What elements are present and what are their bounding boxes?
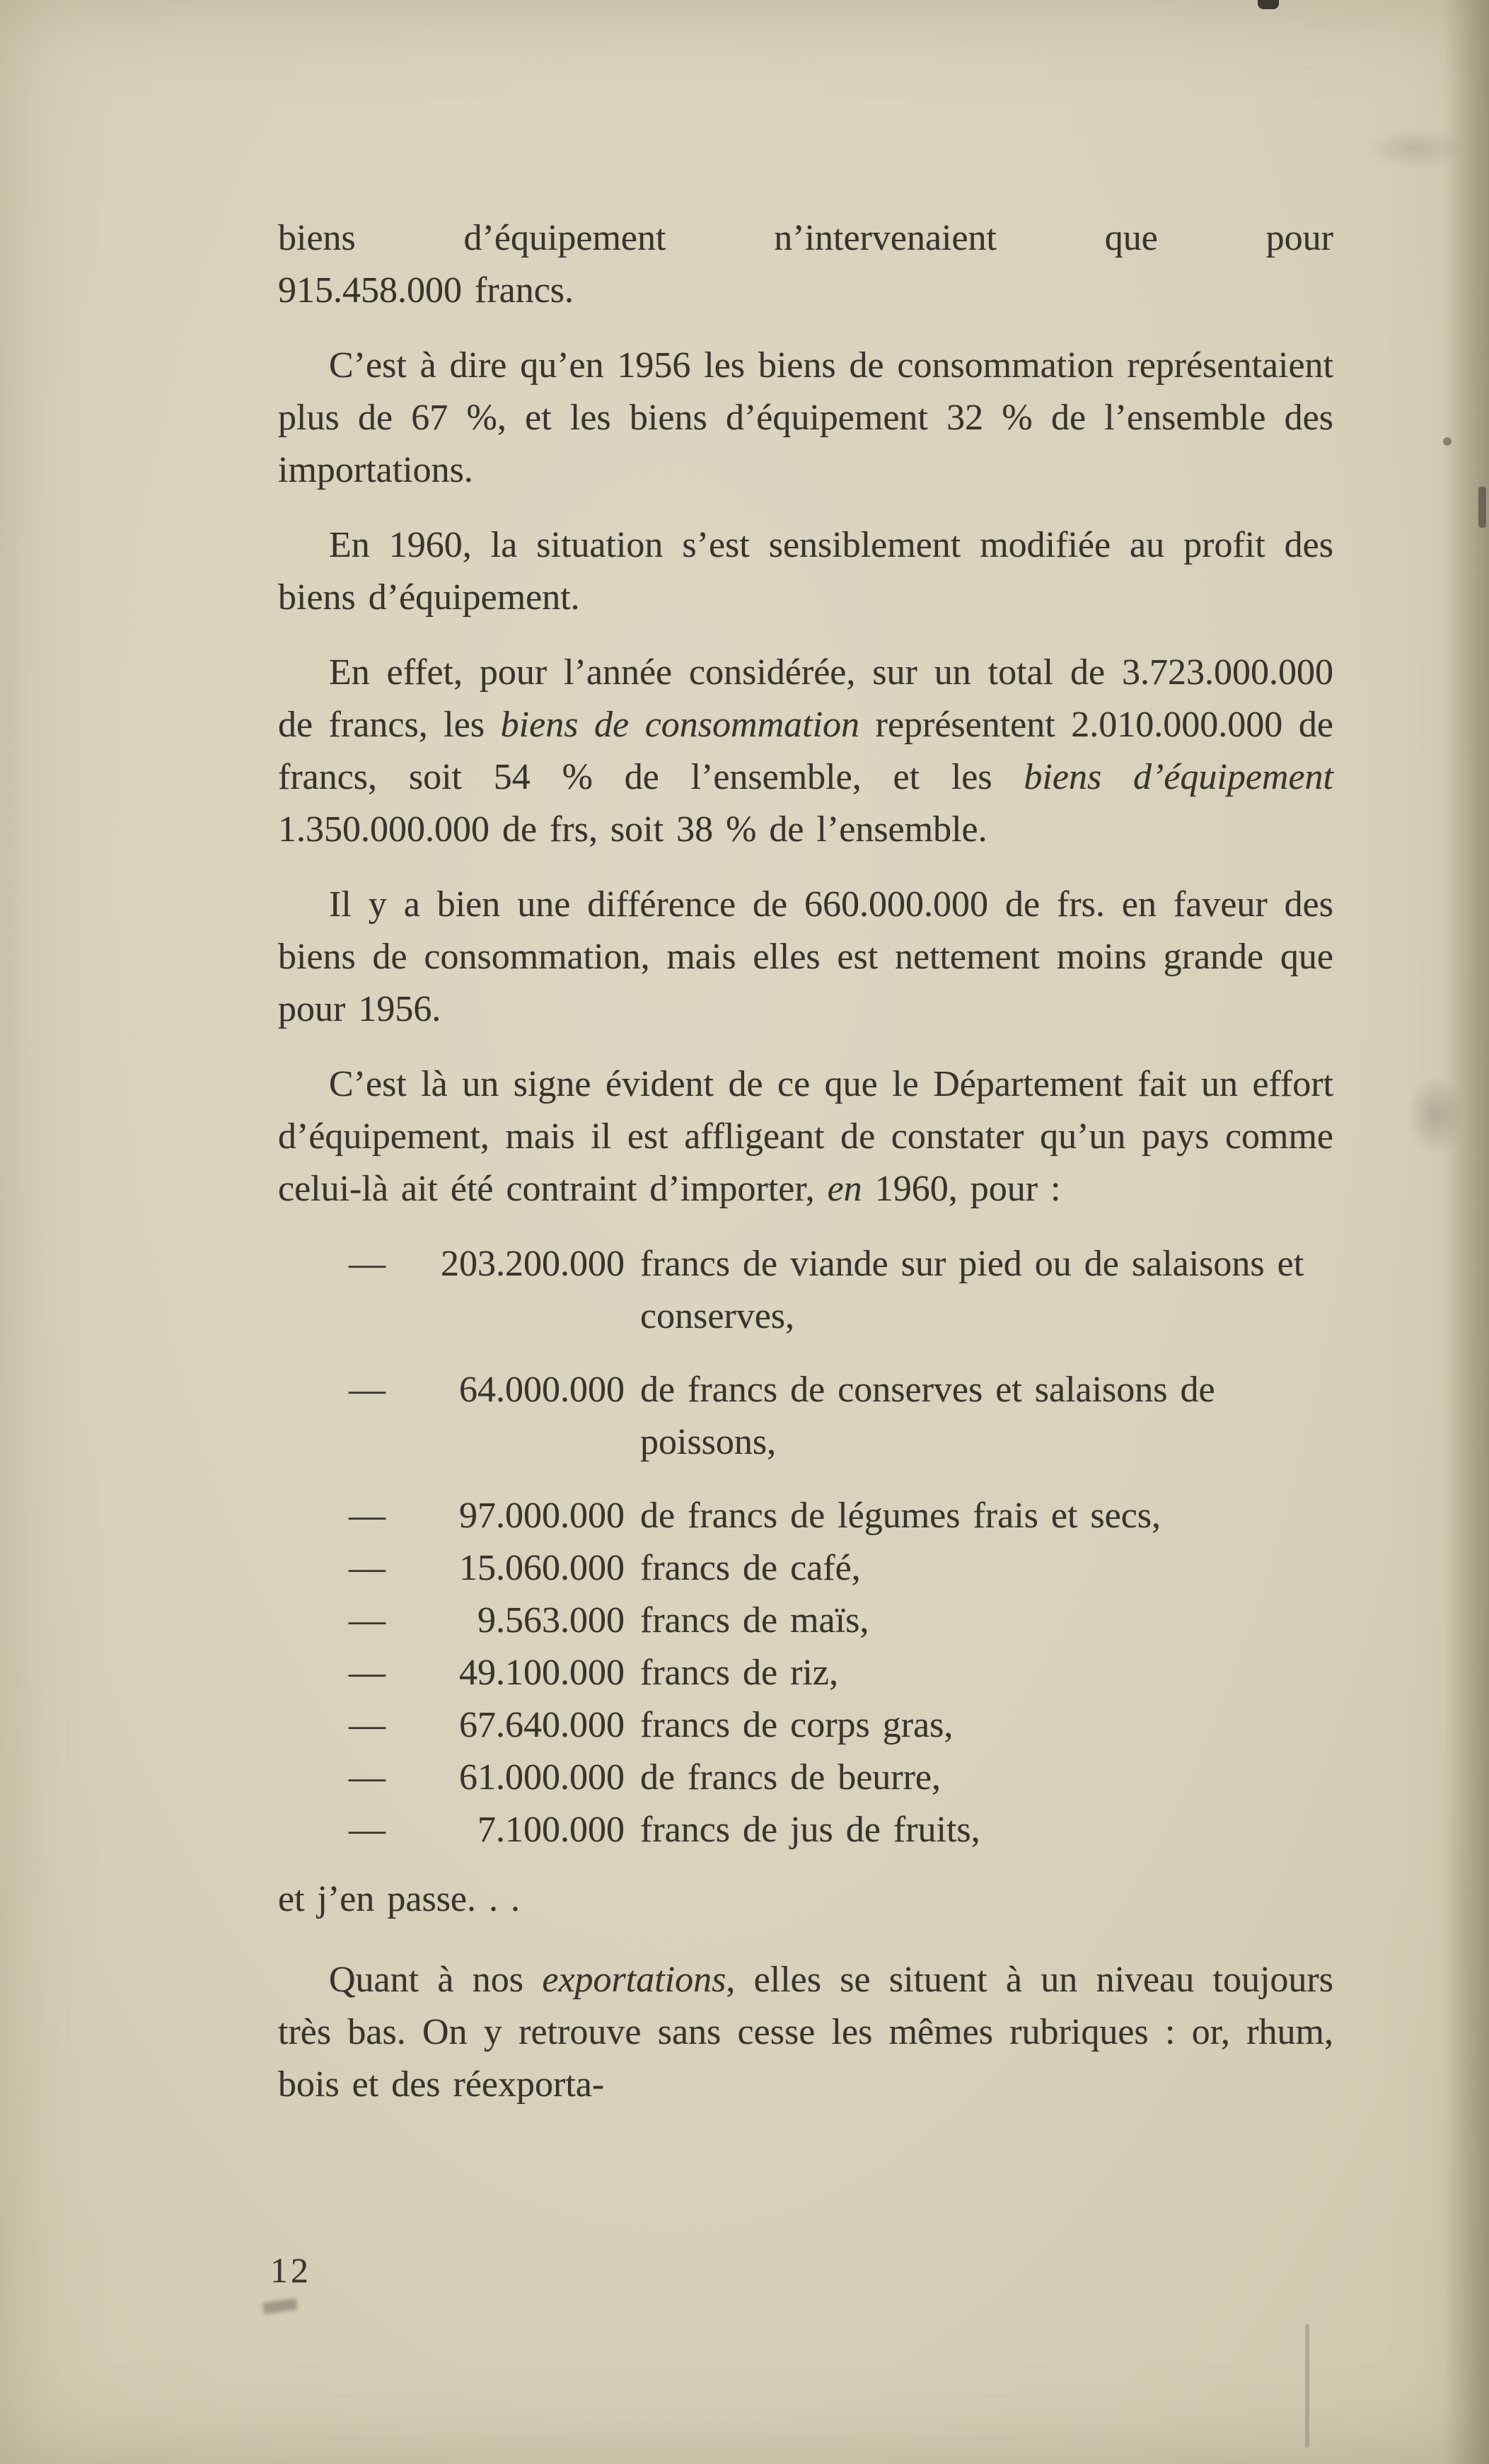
list-item	[278, 1490, 1333, 1542]
dash: —	[349, 1600, 386, 1641]
dash: —	[349, 1244, 386, 1284]
description: francs de café,	[640, 1548, 861, 1588]
list-item	[278, 1804, 1333, 1856]
list-item	[278, 1699, 1333, 1752]
description: francs de riz,	[640, 1653, 838, 1693]
ink-line-bottom-right	[1305, 2324, 1309, 2448]
text-segment: Quant à nos	[329, 1960, 543, 2000]
list-item	[278, 1238, 1333, 1343]
description: de francs de conserves et salaisons de poissons,	[640, 1370, 1215, 1462]
paragraph-line: biens d’équipement n’intervenaient que pour	[278, 218, 1333, 258]
imports-list	[278, 1238, 1333, 1856]
paragraph: En 1960, la situation s’est sensiblement modifiée au profit des biens d’équipement.	[278, 525, 1333, 618]
ink-mark-top-right	[1258, 0, 1279, 9]
paragraph-continuation	[278, 212, 1333, 317]
text-segment: 1960, pour :	[862, 1169, 1061, 1209]
dash: —	[349, 1370, 386, 1410]
list-item	[278, 1542, 1333, 1595]
dash: —	[349, 1496, 386, 1536]
text-segment-italic: biens d’équipement	[1024, 757, 1333, 797]
smudge	[1406, 1075, 1466, 1155]
dash: —	[349, 1705, 386, 1745]
paragraph: Il y a bien une différence de 660.000.000 de frs. en faveur des biens de consommation, mais elles est nettement moins grande que pour 1956.	[278, 884, 1333, 1029]
text-segment: En effet, pour l’année considérée, sur un total de 3.723.000.000 de francs, les	[278, 652, 1333, 745]
list-item	[278, 1752, 1333, 1804]
text-segment: représentent 2.010.000.000 de francs, soit 54 % de l’ensemble, et les	[278, 705, 1333, 797]
amount: 9.563.000	[477, 1600, 625, 1641]
dash: —	[349, 1757, 386, 1798]
amount: 97.000.000	[459, 1496, 625, 1536]
amount: 64.000.000	[459, 1370, 625, 1410]
amount: 49.100.000	[459, 1653, 625, 1693]
dash: —	[349, 1810, 386, 1850]
list-item	[278, 1595, 1333, 1647]
closing-line: et j’en passe. . .	[278, 1879, 521, 1919]
paragraph	[278, 1058, 1333, 1215]
amount: 203.200.000	[441, 1244, 625, 1284]
paper-edge-shadow	[1444, 0, 1489, 2464]
amount: 15.060.000	[459, 1548, 625, 1588]
text-segment-italic: biens de consommation	[500, 705, 860, 745]
description: francs de maïs,	[640, 1600, 869, 1641]
amount: 61.000.000	[459, 1757, 625, 1798]
description: francs de jus de fruits,	[640, 1810, 980, 1850]
ink-dot	[1443, 437, 1452, 446]
description: francs de corps gras,	[640, 1705, 954, 1745]
description: francs de viande sur pied ou de salaisons et conserves,	[640, 1244, 1304, 1336]
amount: 7.100.000	[477, 1810, 625, 1850]
paragraph-line: 915.458.000 francs.	[278, 270, 574, 311]
paragraph	[278, 647, 1333, 856]
amount: 67.640.000	[459, 1705, 625, 1745]
list-item	[278, 1364, 1333, 1469]
paragraph	[278, 1954, 1333, 2111]
list-item	[278, 1647, 1333, 1699]
ink-mark-right-edge	[1478, 487, 1486, 528]
text-segment: 1.350.000.000 de frs, soit 38 % de l’ensemble.	[278, 809, 987, 850]
text-segment-italic: exportations	[542, 1960, 726, 2000]
paragraph: C’est à dire qu’en 1956 les biens de consommation représentaient plus de 67 %, et les biens d’équipement 32 % de l’ensemble des importations.	[278, 345, 1333, 490]
page-number: 12	[270, 2250, 311, 2290]
description: de francs de légumes frais et secs,	[640, 1496, 1161, 1536]
text-segment: , elles se situent à un niveau toujours très bas. On y retrouve sans cesse les mêmes rubriques : or, rhum, bois et des réexporta-	[278, 1960, 1333, 2105]
description: de francs de beurre,	[640, 1757, 941, 1798]
text-segment: C’est là un signe évident de ce que le Département fait un effort d’équipement, mais il est affligeant de constater qu’un pays comme celui-là ait été contraint d’importer,	[278, 1064, 1333, 1209]
dash: —	[349, 1548, 386, 1588]
text-segment-italic: en	[827, 1169, 862, 1209]
dash: —	[349, 1653, 386, 1693]
text-block	[278, 212, 1333, 2134]
smudge	[262, 2298, 298, 2315]
